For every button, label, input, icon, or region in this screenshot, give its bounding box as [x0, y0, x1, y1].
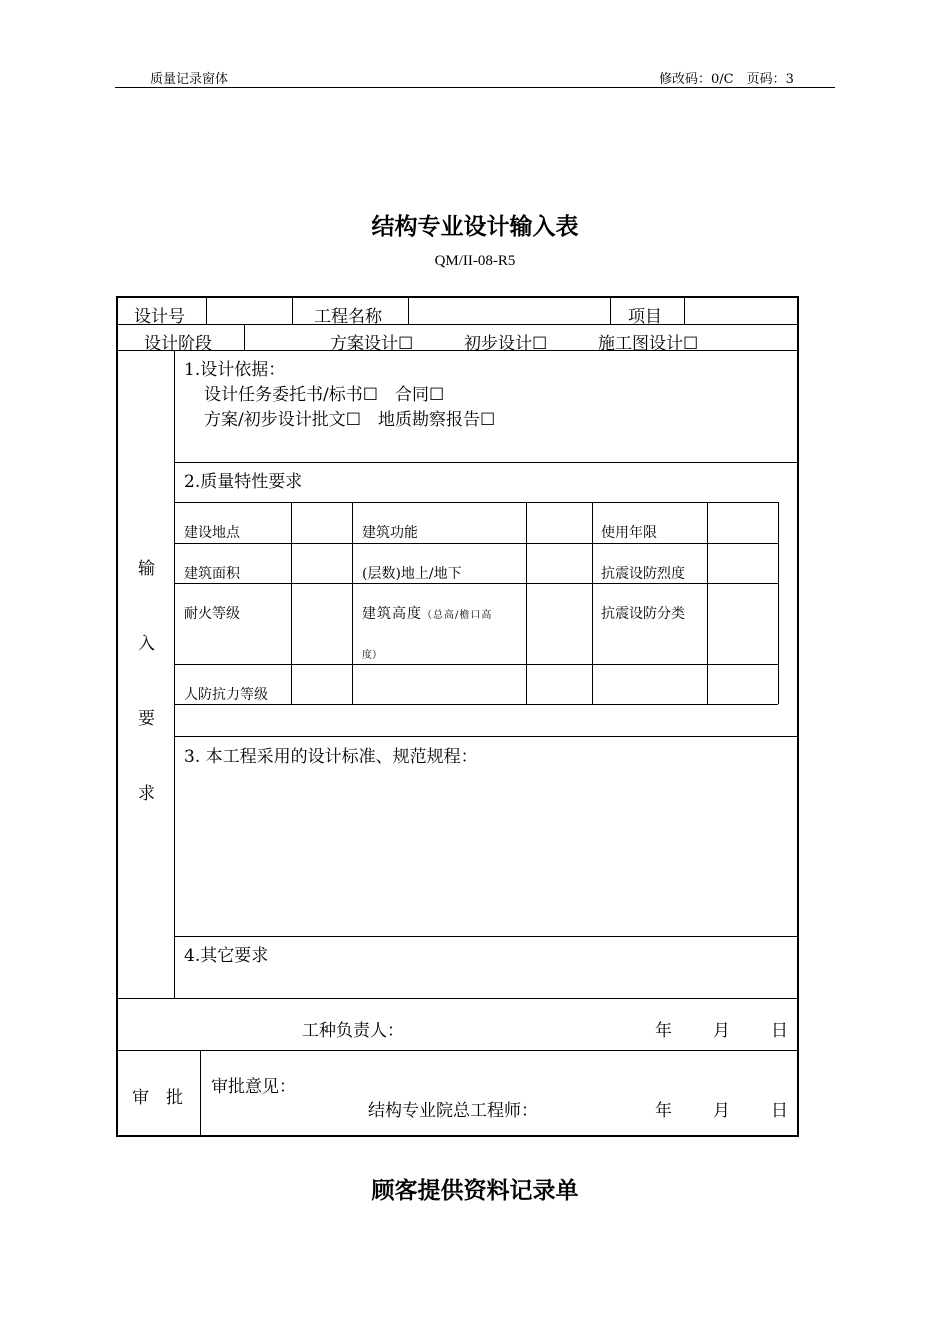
project-name-label: 工程名称 — [314, 307, 382, 327]
cell-function: 建筑功能 — [362, 525, 418, 541]
side-label-1: 输 — [138, 559, 155, 579]
cell-floors: (层数)地上/地下 — [362, 566, 462, 582]
approval-opinion: 审批意见： — [211, 1077, 296, 1097]
header-left: 质量记录窗体 — [150, 72, 229, 87]
approval-label: 审 批 — [132, 1088, 183, 1108]
next-form-title: 顾客提供资料记录单 — [371, 1177, 579, 1204]
header-right: 修改码：0/C 页码：3 — [659, 72, 794, 87]
responsible-month: 月 — [713, 1021, 730, 1041]
section-quality-title: 2.质量特性要求 — [184, 472, 303, 492]
approval-engineer: 结构专业院总工程师： — [368, 1101, 538, 1121]
design-stage-label: 设计阶段 — [144, 334, 212, 354]
cell-seismic-intensity: 抗震设防烈度 — [601, 566, 685, 582]
form-code: QM/II-08-R5 — [434, 253, 516, 269]
option-scheme[interactable]: 方案设计☐ — [330, 334, 414, 354]
section-other-title: 4.其它要求 — [184, 946, 269, 966]
cell-height-label: 建筑高度 — [362, 606, 422, 622]
side-label-3: 要 — [138, 709, 155, 729]
cell-fire-rating: 耐火等级 — [184, 606, 240, 622]
design-no-label: 设计号 — [134, 307, 185, 327]
basis-line-2: 方案/初步设计批文☐ 地质勘察报告☐ — [204, 410, 496, 430]
cell-height-note: （总高/檐口高 — [422, 610, 493, 621]
approval-year: 年 — [655, 1101, 672, 1121]
option-construction[interactable]: 施工图设计☐ — [598, 334, 699, 354]
header-rule — [115, 87, 835, 88]
option-preliminary[interactable]: 初步设计☐ — [464, 334, 548, 354]
side-label-4: 求 — [138, 784, 155, 804]
section-basis-title: 1.设计依据： — [184, 360, 286, 380]
responsible-year: 年 — [655, 1021, 672, 1041]
approval-month: 月 — [713, 1101, 730, 1121]
form-table — [116, 296, 799, 1137]
page-title: 结构专业设计输入表 — [371, 213, 579, 240]
item-label: 项目 — [628, 307, 662, 327]
approval-day: 日 — [771, 1101, 788, 1121]
responsible-label: 工种负责人： — [302, 1021, 404, 1041]
cell-height — [362, 603, 492, 623]
cell-area: 建筑面积 — [184, 566, 240, 582]
cell-service-life: 使用年限 — [601, 525, 657, 541]
cell-seismic-category: 抗震设防分类 — [601, 606, 685, 622]
cell-site: 建设地点 — [184, 525, 240, 541]
basis-line-1: 设计任务委托书/标书☐ 合同☐ — [204, 385, 445, 405]
section-standards-title: 3. 本工程采用的设计标准、规范规程： — [184, 747, 478, 767]
cell-civil-defense: 人防抗力等级 — [184, 687, 268, 703]
cell-height-note-end: 度） — [362, 650, 382, 661]
responsible-day: 日 — [771, 1021, 788, 1041]
side-label-2: 入 — [138, 634, 155, 654]
